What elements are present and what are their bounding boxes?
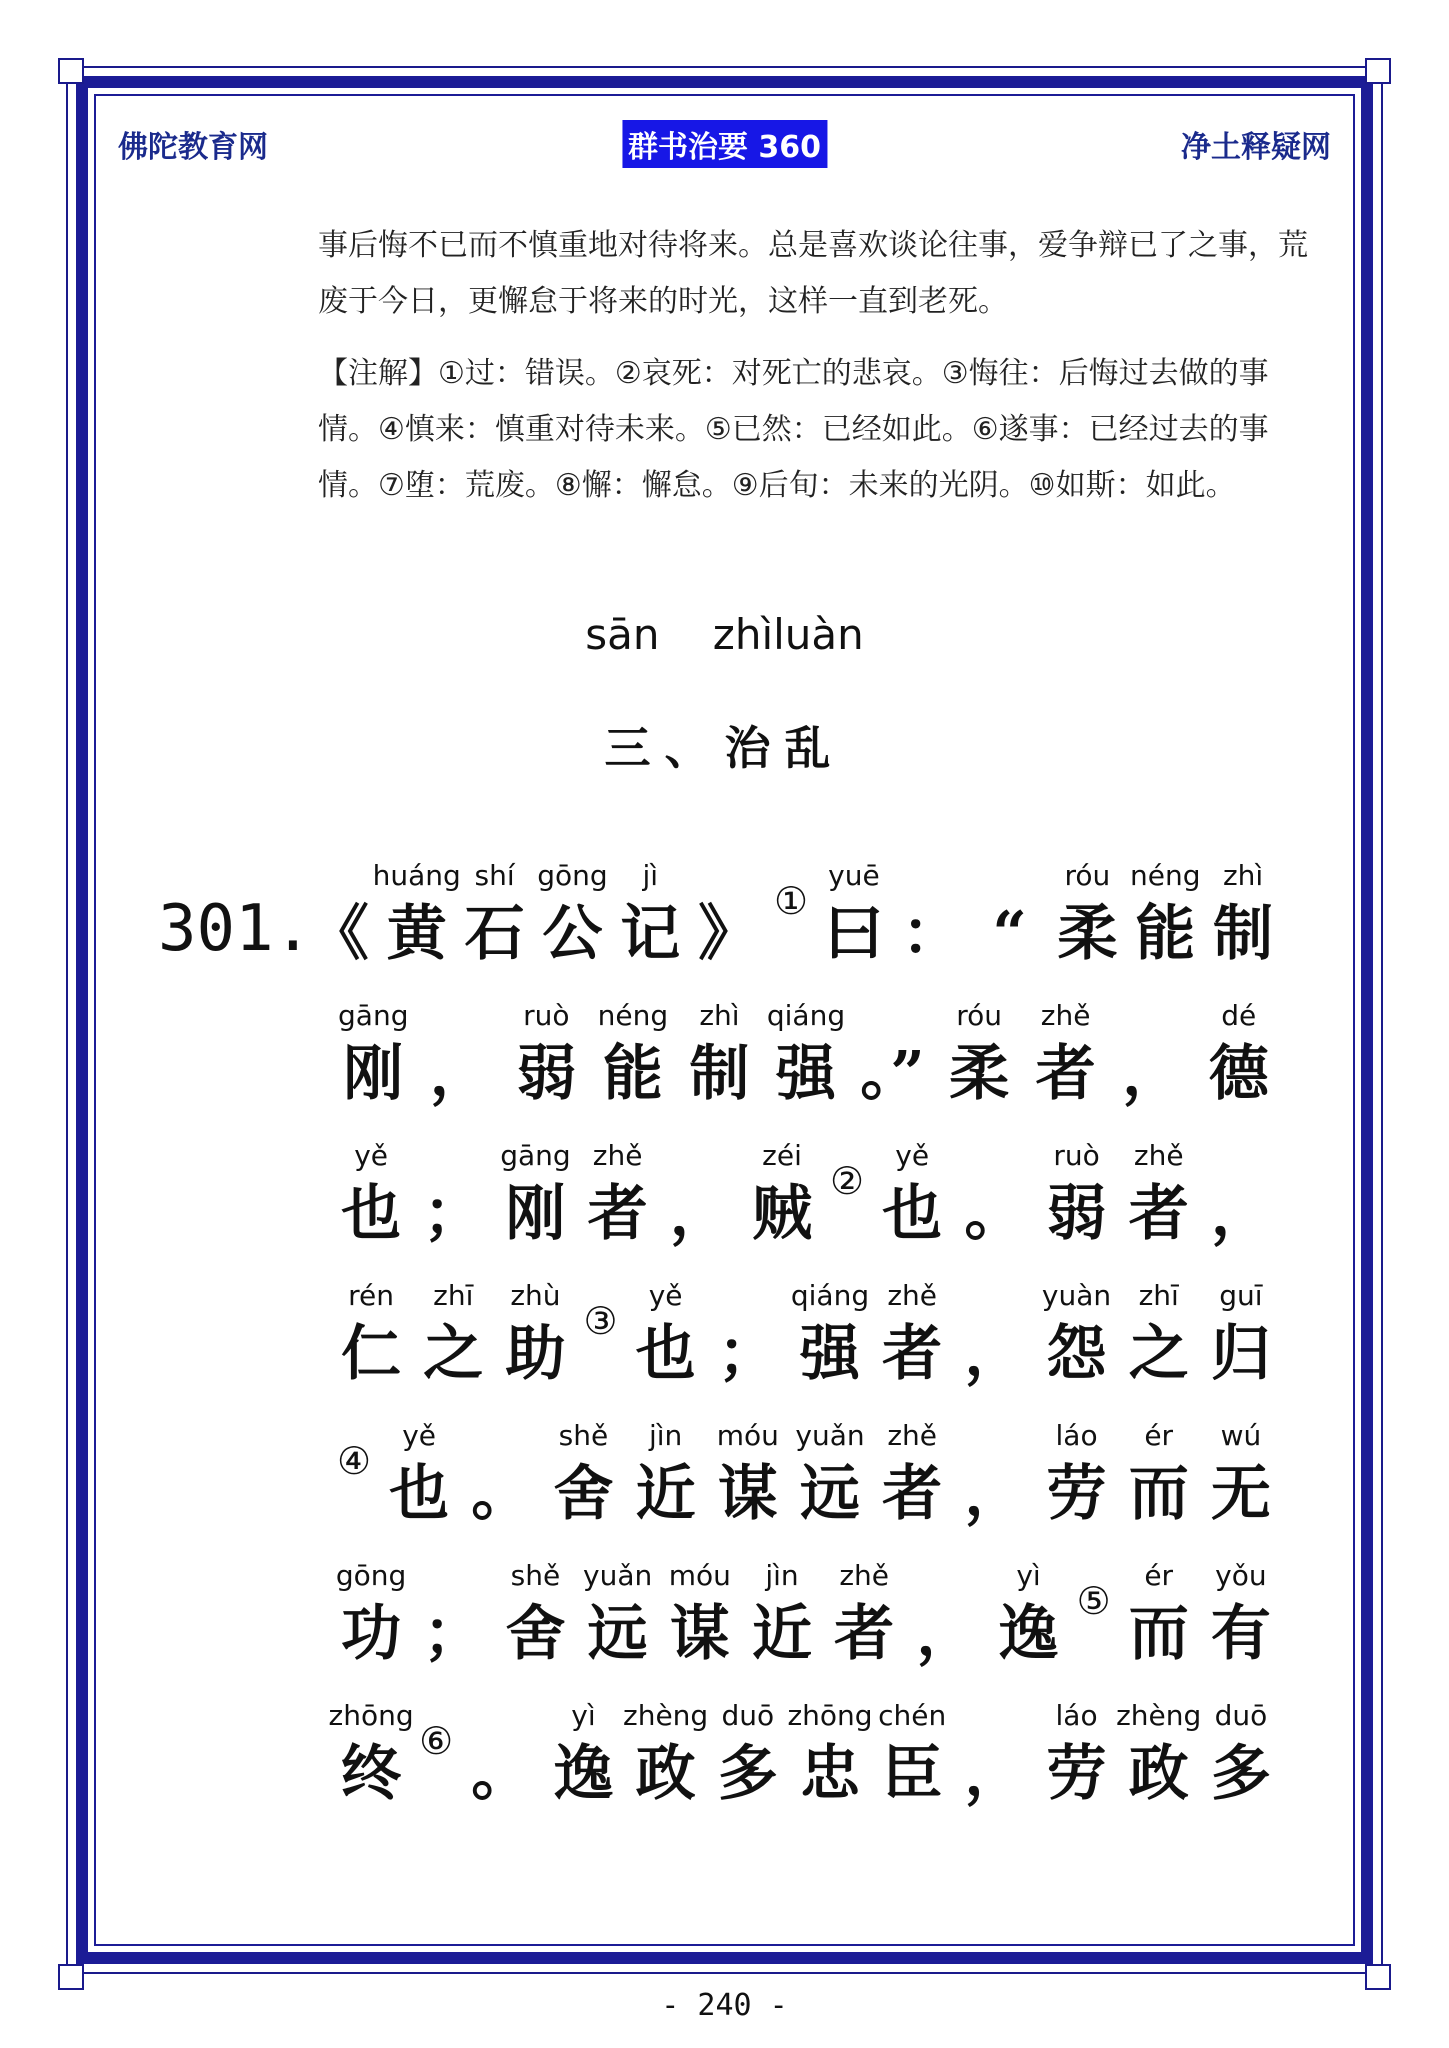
- pinyin-annotation: zhě: [887, 1419, 937, 1452]
- hanzi-character: 舍: [553, 1459, 614, 1529]
- hanzi-character: 政: [635, 1739, 696, 1809]
- section-title: 三、治乱: [604, 721, 845, 775]
- pinyin-annotation: yì: [1016, 1559, 1041, 1592]
- hanzi-character: ；: [423, 1599, 484, 1669]
- pinyin-annotation: néng: [1129, 859, 1201, 892]
- pinyin-annotation: jìn: [765, 1559, 799, 1592]
- hanzi-character: ，: [916, 1599, 977, 1669]
- hanzi-character: 曰: [823, 899, 884, 969]
- hanzi-character: 而: [1128, 1599, 1189, 1669]
- text-line: [0, 1696, 1449, 1836]
- hanzi-character: 黄: [386, 899, 447, 969]
- pinyin-annotation: ruò: [523, 999, 570, 1032]
- pinyin-annotation: móu: [668, 1559, 731, 1592]
- pinyin-annotation: ruò: [1053, 1139, 1100, 1172]
- pinyin-annotation: jìn: [648, 1419, 683, 1452]
- hanzi-character: 。”: [860, 1039, 925, 1109]
- hanzi-character: 。: [964, 1179, 1025, 1249]
- hanzi-character: 强: [775, 1039, 836, 1109]
- footnote-number: ②: [830, 1159, 865, 1203]
- commentary-paragraph: 事后悔不已而不慎重地对待将来。总是喜欢谈论往事，爱争辩已了之事，荒废于今日，更懈怠于将来的时光，这样一直到老死。: [318, 228, 1308, 319]
- footnote-number: ⑥: [419, 1719, 454, 1763]
- pinyin-annotation: yuǎn: [795, 1419, 865, 1452]
- hanzi-character: 忠: [799, 1739, 860, 1809]
- hanzi-character: 者: [1128, 1179, 1189, 1249]
- pinyin-annotation: zhě: [839, 1559, 889, 1592]
- text-line: [0, 1416, 1449, 1556]
- pinyin-annotation: zhèng: [623, 1699, 709, 1732]
- hanzi-character: 近: [635, 1459, 696, 1529]
- header-site-left: 佛陀教育网: [118, 130, 268, 165]
- hanzi-character: 柔: [1057, 899, 1118, 969]
- footnote-number: ①: [773, 879, 809, 923]
- hanzi-character: 归: [1210, 1319, 1271, 1389]
- section-pinyin: sān zhìluàn: [585, 610, 864, 659]
- hanzi-character: ，: [964, 1459, 1025, 1529]
- pinyin-annotation: yě: [354, 1139, 388, 1172]
- pinyin-annotation: yě: [895, 1139, 930, 1172]
- hanzi-character: “: [992, 899, 1027, 969]
- hanzi-character: 有: [1210, 1599, 1271, 1669]
- hanzi-character: ；: [423, 1179, 484, 1249]
- text-line: [0, 996, 1449, 1136]
- pinyin-annotation: róu: [1064, 859, 1111, 892]
- pinyin-annotation: róu: [956, 999, 1002, 1032]
- hanzi-character: 劳: [1046, 1739, 1107, 1809]
- character-cell: [1200, 1556, 1282, 1672]
- hanzi-character: ，: [964, 1739, 1025, 1809]
- text-line: [0, 1136, 1449, 1276]
- hanzi-character: 强: [799, 1319, 860, 1389]
- pinyin-annotation: jì: [642, 859, 659, 892]
- hanzi-character: 弱: [1046, 1179, 1107, 1249]
- hanzi-character: 近: [751, 1599, 812, 1669]
- character-cell: [1200, 1696, 1282, 1812]
- hanzi-character: 舍: [505, 1599, 566, 1669]
- hanzi-character: 者: [1035, 1039, 1096, 1109]
- hanzi-character: 多: [717, 1739, 778, 1809]
- hanzi-character: 贼: [751, 1179, 812, 1249]
- pinyin-annotation: wú: [1220, 1419, 1262, 1452]
- hanzi-character: 之: [1128, 1319, 1189, 1389]
- pinyin-annotation: zhě: [1040, 999, 1091, 1032]
- frame-corner-top-left: [58, 58, 84, 84]
- hanzi-character: 者: [834, 1599, 895, 1669]
- pinyin-annotation: gāng: [338, 999, 409, 1032]
- pinyin-annotation: zhì: [699, 999, 740, 1032]
- pinyin-annotation: yě: [648, 1279, 683, 1312]
- pinyin-annotation: duō: [721, 1699, 775, 1732]
- hanzi-character: ，: [429, 1039, 490, 1109]
- pinyin-annotation: gōng: [335, 1559, 407, 1592]
- hanzi-character: 仁: [341, 1319, 402, 1389]
- hanzi-character: 劳: [1046, 1459, 1107, 1529]
- pinyin-annotation: zhōng: [328, 1699, 414, 1732]
- hanzi-character: 逸: [553, 1739, 614, 1809]
- hanzi-character: ，: [1210, 1179, 1271, 1249]
- pinyin-annotation: zhì: [1222, 859, 1264, 892]
- pinyin-annotation: duō: [1214, 1699, 1268, 1732]
- character-cell: [1204, 856, 1282, 972]
- hanzi-character: 也: [389, 1459, 450, 1529]
- pinyin-annotation: zhù: [510, 1279, 561, 1312]
- pinyin-annotation: qiáng: [790, 1279, 870, 1312]
- hanzi-character: 者: [882, 1459, 943, 1529]
- hanzi-character: 终: [341, 1739, 402, 1809]
- hanzi-character: 。: [471, 1459, 532, 1529]
- hanzi-character: 谋: [717, 1459, 778, 1529]
- pinyin-annotation: láo: [1055, 1699, 1098, 1732]
- hanzi-character: 。: [471, 1739, 532, 1809]
- footnote-number: ⑤: [1076, 1579, 1111, 1623]
- frame-corner-top-right: [1365, 58, 1391, 84]
- annotation-paragraph: 【注解】①过：错误。②哀死：对死亡的悲哀。③悔往：后悔过去做的事情。④慎来：慎重对待未来。⑤已然：已经如此。⑥遂事：已经过去的事情。⑦堕：荒废。⑧懈：懈怠。⑨后旬：未来的光阴。⑩如斯：如此。: [318, 356, 1269, 503]
- hanzi-character: 逸: [998, 1599, 1059, 1669]
- hanzi-character: 弱: [516, 1039, 577, 1109]
- hanzi-character: 公: [542, 899, 603, 969]
- page-number: - 240 -: [661, 1988, 788, 2023]
- hanzi-character: ：: [901, 899, 962, 969]
- header-site-right: 净土释疑网: [1181, 130, 1331, 165]
- pinyin-annotation: yuē: [828, 859, 880, 892]
- hanzi-character: 之: [423, 1319, 484, 1389]
- pinyin-annotation: zéi: [762, 1139, 802, 1172]
- hanzi-character: 能: [602, 1039, 663, 1109]
- pinyin-annotation: ér: [1144, 1419, 1174, 1452]
- hanzi-character: 助: [505, 1319, 566, 1389]
- pinyin-annotation: zhě: [592, 1139, 643, 1172]
- pinyin-annotation: [1170, 1136, 1312, 1176]
- pinyin-annotation: shě: [510, 1559, 561, 1592]
- hanzi-character: ，: [669, 1179, 730, 1249]
- hanzi-character: 制: [1213, 899, 1274, 969]
- hanzi-character: 德: [1208, 1039, 1269, 1109]
- pinyin-annotation: dé: [1221, 999, 1257, 1032]
- hanzi-character: 《: [308, 899, 369, 969]
- pinyin-annotation: shí: [474, 859, 515, 892]
- hanzi-character: ，: [964, 1319, 1025, 1389]
- hanzi-character: 也: [341, 1179, 402, 1249]
- pinyin-annotation: yě: [402, 1419, 436, 1452]
- pinyin-annotation: zhōng: [787, 1699, 873, 1732]
- character-cell: [1200, 1416, 1282, 1532]
- pinyin-annotation: yǒu: [1215, 1559, 1267, 1592]
- hanzi-character: 柔: [949, 1039, 1010, 1109]
- pinyin-annotation: zhě: [887, 1279, 937, 1312]
- pinyin-annotation: zhèng: [1116, 1699, 1202, 1732]
- character-cell: [1195, 996, 1282, 1112]
- text-line: [0, 856, 1449, 996]
- pinyin-annotation: rén: [348, 1279, 395, 1312]
- pinyin-annotation: zhě: [1133, 1139, 1184, 1172]
- pinyin-annotation: yuàn: [1041, 1279, 1112, 1312]
- text-line: [0, 1276, 1449, 1416]
- pinyin-annotation: yì: [571, 1699, 596, 1732]
- hanzi-character: 功: [341, 1599, 402, 1669]
- pinyin-annotation: néng: [597, 999, 669, 1032]
- entry-number: 301.: [158, 892, 313, 966]
- footnote-number: ③: [583, 1299, 618, 1343]
- hanzi-character: 也: [882, 1179, 943, 1249]
- hanzi-character: 臣: [882, 1739, 943, 1809]
- character-cell: [1200, 1136, 1282, 1252]
- hanzi-character: 多: [1210, 1739, 1271, 1809]
- pinyin-annotation: yuǎn: [583, 1559, 653, 1592]
- hanzi-character: 刚: [505, 1179, 566, 1249]
- pinyin-annotation: qiáng: [766, 999, 846, 1032]
- hanzi-character: 刚: [343, 1039, 404, 1109]
- hanzi-character: ；: [717, 1319, 778, 1389]
- pinyin-annotation: gōng: [537, 859, 608, 892]
- hanzi-character: 者: [882, 1319, 943, 1389]
- hanzi-character: ，: [1122, 1039, 1183, 1109]
- hanzi-character: 政: [1128, 1739, 1189, 1809]
- pinyin-annotation: zhī: [433, 1279, 474, 1312]
- header-book-title: 群书治要 360: [622, 120, 827, 168]
- hanzi-character: 而: [1128, 1459, 1189, 1529]
- hanzi-character: 能: [1135, 899, 1196, 969]
- text-line: [0, 1556, 1449, 1696]
- hanzi-character: 远: [799, 1459, 860, 1529]
- pinyin-annotation: láo: [1055, 1419, 1098, 1452]
- pinyin-annotation: chén: [878, 1699, 947, 1732]
- hanzi-character: 也: [635, 1319, 696, 1389]
- hanzi-character: 无: [1210, 1459, 1271, 1529]
- hanzi-character: 石: [464, 899, 525, 969]
- hanzi-character: 者: [587, 1179, 648, 1249]
- hanzi-character: 远: [587, 1599, 648, 1669]
- hanzi-character: 谋: [669, 1599, 730, 1669]
- hanzi-character: 记: [620, 899, 681, 969]
- pinyin-annotation: gāng: [500, 1139, 571, 1172]
- character-cell: [1200, 1276, 1282, 1392]
- frame-corner-bottom-left: [58, 1964, 84, 1990]
- pinyin-annotation: zhī: [1138, 1279, 1179, 1312]
- footnote-number: ④: [336, 1439, 372, 1483]
- pinyin-annotation: huáng: [372, 859, 461, 892]
- pinyin-annotation: ér: [1144, 1559, 1174, 1592]
- pinyin-annotation: shě: [558, 1419, 609, 1452]
- hanzi-character: 》: [698, 899, 759, 969]
- hanzi-character: 怨: [1046, 1319, 1107, 1389]
- frame-corner-bottom-right: [1365, 1964, 1391, 1990]
- pinyin-annotation: guī: [1219, 1279, 1263, 1312]
- hanzi-character: 制: [689, 1039, 750, 1109]
- pinyin-annotation: móu: [716, 1419, 779, 1452]
